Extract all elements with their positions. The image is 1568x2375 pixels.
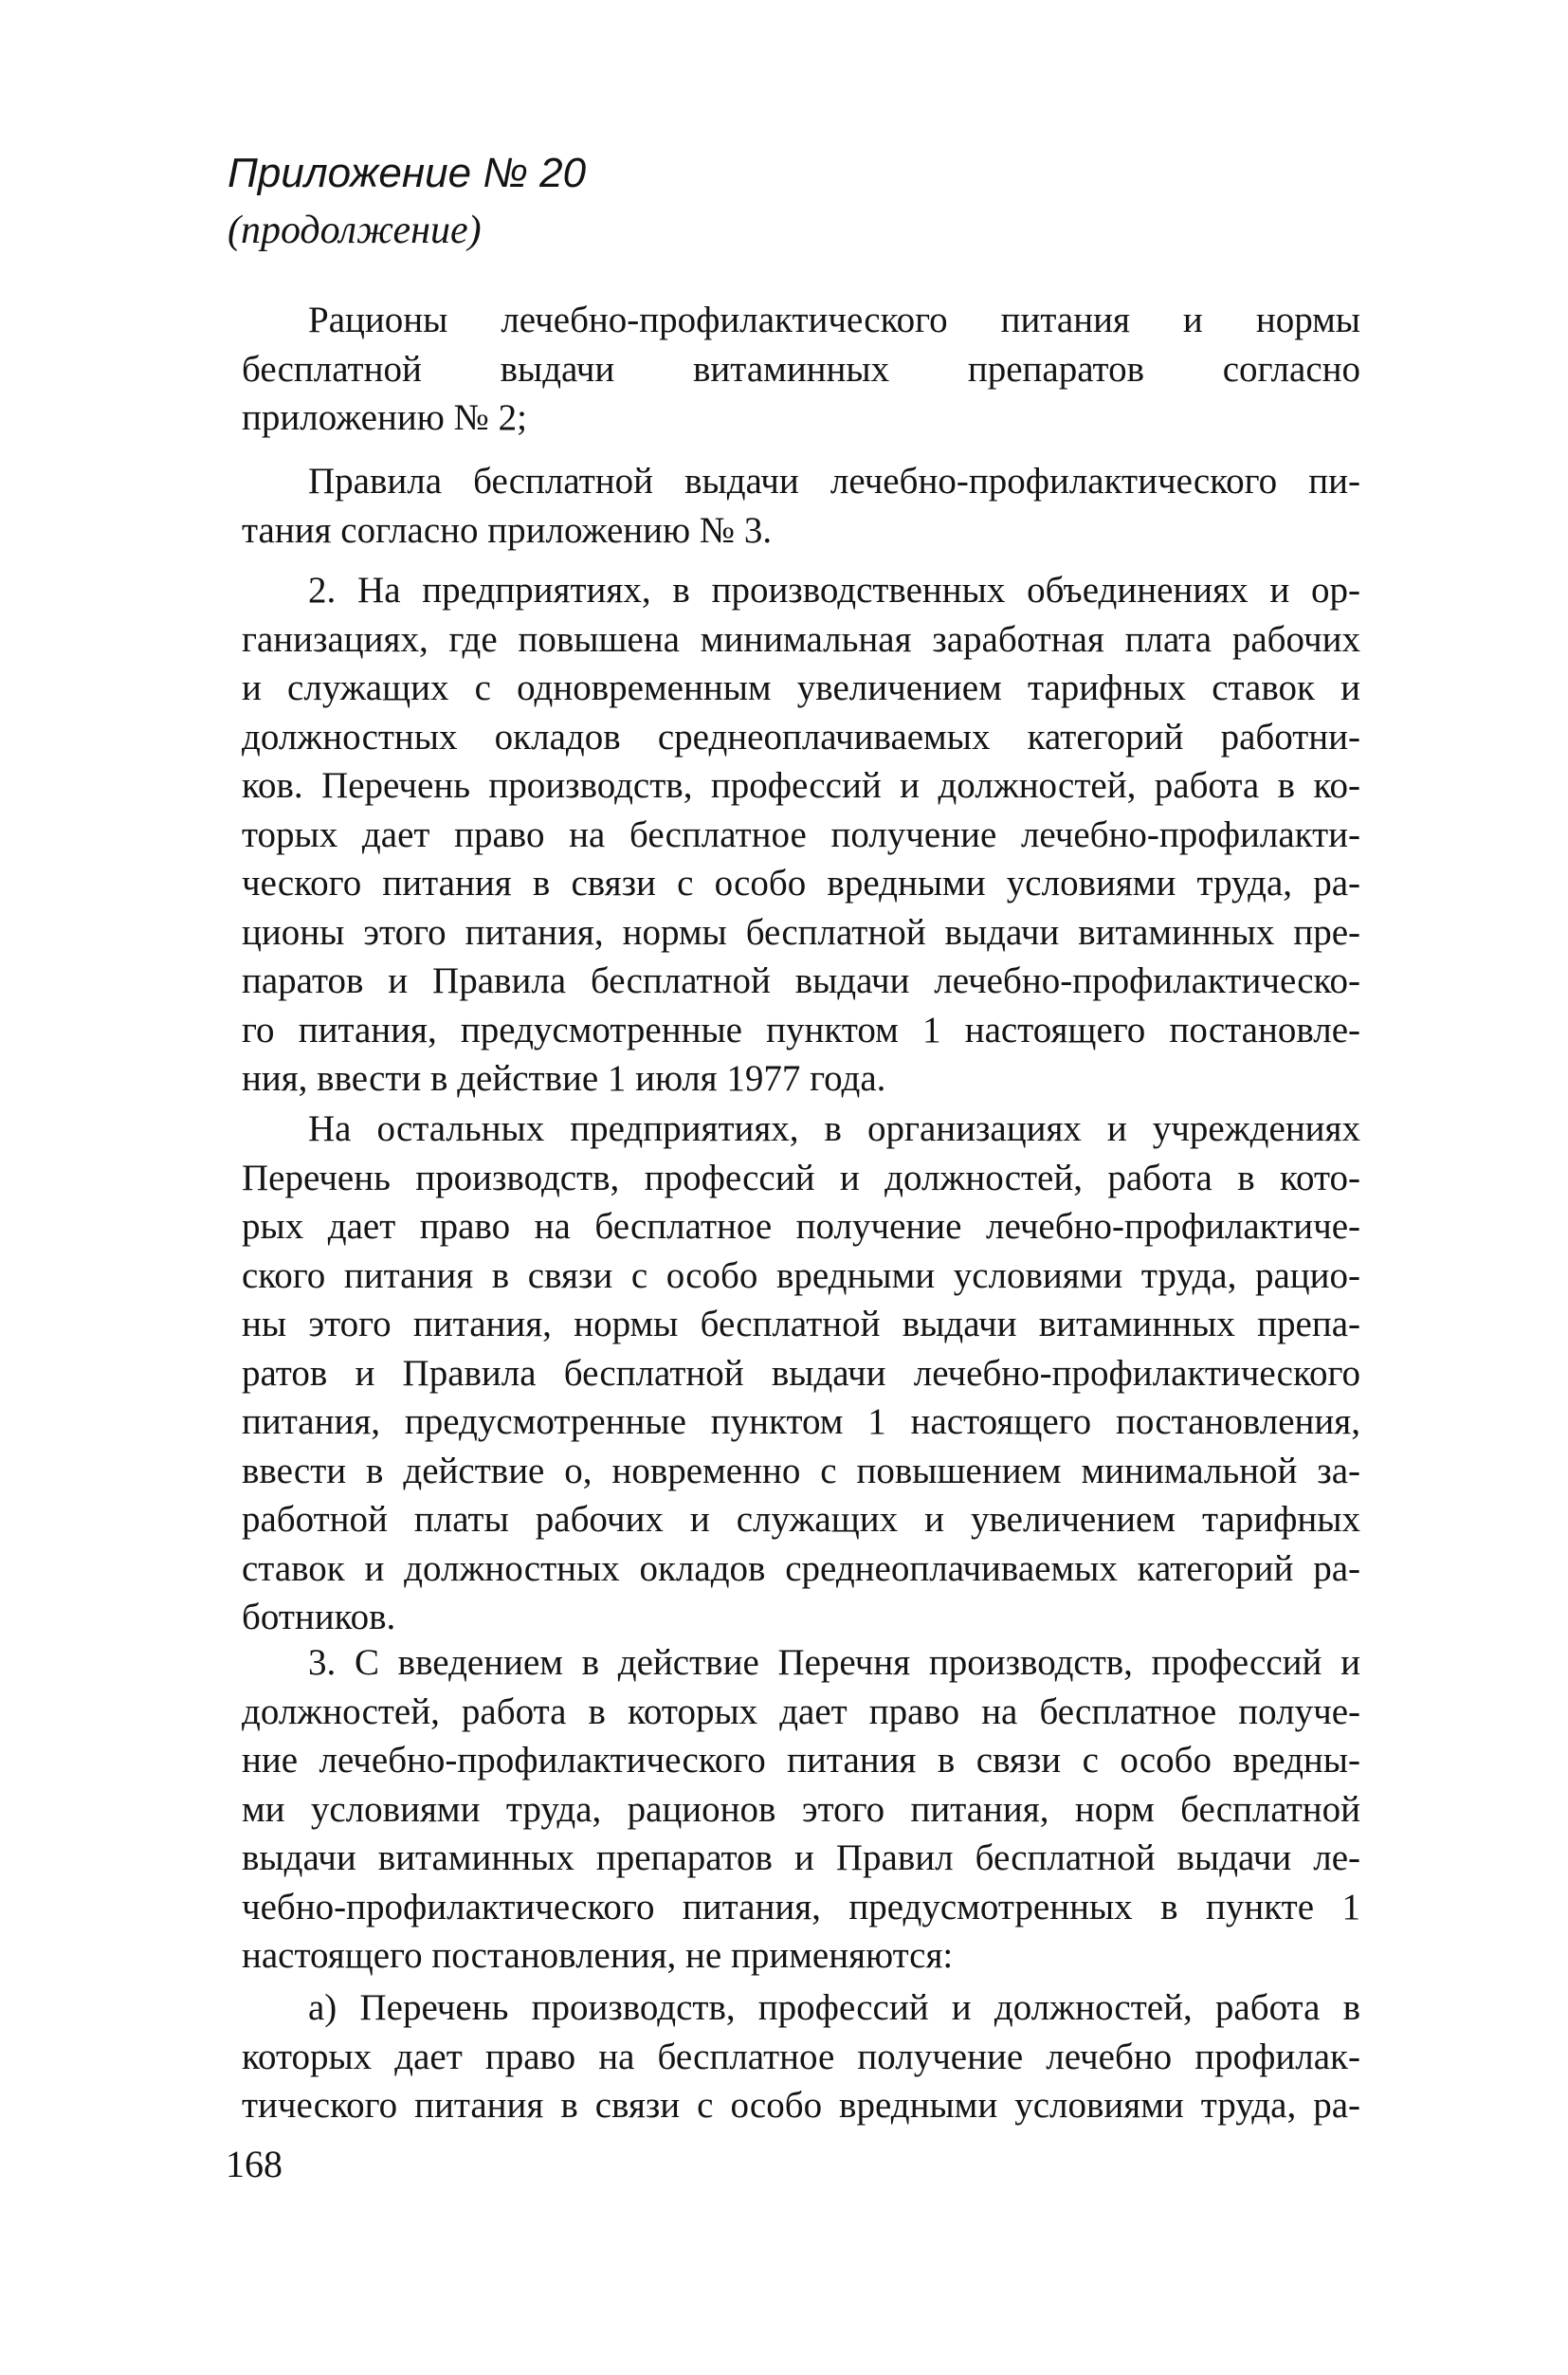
paragraph-item-2	[242, 566, 1360, 1104]
text-line: настоящего постановления, не применяются:	[242, 1935, 954, 1976]
text-line: го питания, предусмотренные пунктом 1 настоящего постановле-	[242, 1009, 1360, 1050]
text-line: ботников.	[242, 1597, 396, 1637]
text-line: На остальных предприятиях, в организациях и учреждениях	[308, 1108, 1360, 1149]
text-line: ния, ввести в действие 1 июля 1977 года.	[242, 1058, 886, 1099]
paragraph-rations	[242, 296, 1360, 443]
paragraph-other-enterprises	[242, 1105, 1360, 1642]
text-line: Рационы лечебно-профилактического питания и нормы	[308, 300, 1360, 340]
appendix-subtitle: (продолжение)	[228, 209, 482, 252]
text-line: ние лечебно-профилактического питания в связи с особо вредны-	[242, 1740, 1360, 1781]
text-line: бесплатной выдачи витаминных препаратов согласно	[242, 348, 1360, 390]
text-line: рых дает право на бесплатное получение лечебно-профилактиче-	[242, 1206, 1360, 1247]
text-line: и служащих с одновременным увеличением тарифных ставок и	[242, 667, 1360, 708]
text-line: должностных окладов среднеоплачиваемых категорий работни-	[242, 716, 1360, 758]
text-line: выдачи витаминных препаратов и Правил бесплатной выдачи ле-	[242, 1837, 1360, 1878]
text-line: тического питания в связи с особо вредными условиями труда, ра-	[242, 2085, 1360, 2126]
text-line: должностей, работа в которых дает право на бесплатное получе-	[242, 1690, 1360, 1732]
text-line: Перечень производств, профессий и должностей, работа в кото-	[242, 1157, 1360, 1198]
appendix-title: Приложение № 20	[228, 150, 587, 196]
page-number: 168	[226, 2143, 283, 2185]
text-line: тания согласно приложению № 3.	[242, 509, 773, 551]
paragraph-item-3a	[242, 1983, 1360, 2130]
text-line: ционы этого питания, нормы бесплатной выдачи витаминных пре-	[242, 911, 1360, 953]
text-line: работной платы рабочих и служащих и увеличением тарифных	[242, 1499, 1360, 1540]
text-line: чебно-профилактического питания, предусмотренных в пункте 1	[242, 1886, 1360, 1927]
text-line: приложению № 2;	[242, 397, 527, 438]
text-line: которых дает право на бесплатное получение лечебно профилак-	[242, 2036, 1360, 2077]
text-line: а) Перечень производств, профессий и должностей, работа в	[308, 1987, 1360, 2028]
text-line: ввести в действие о, новременно с повышением минимальной за-	[242, 1450, 1360, 1491]
text-line: ческого питания в связи с особо вредными условиями труда, ра-	[242, 863, 1360, 904]
paragraph-rules	[242, 457, 1360, 555]
text-line: ганизациях, где повышена минимальная заработная плата рабочих	[242, 618, 1360, 660]
text-line: торых дает право на бесплатное получение лечебно-профилакти-	[242, 813, 1360, 855]
text-line: 3. С введением в действие Перечня производств, профессий и	[308, 1642, 1360, 1683]
text-line: питания, предусмотренные пунктом 1 настоящего постановления,	[242, 1401, 1360, 1442]
text-line: 2. На предприятиях, в производственных объединениях и ор-	[308, 570, 1360, 611]
text-line: ского питания в связи с особо вредными условиями труда, рацио-	[242, 1254, 1360, 1296]
paragraph-item-3	[242, 1638, 1360, 1981]
text-line: ратов и Правила бесплатной выдачи лечебно-профилактического	[242, 1352, 1360, 1394]
text-line: Правила бесплатной выдачи лечебно-профилактического пи-	[308, 461, 1360, 502]
text-line: ми условиями труда, рационов этого питания, норм бесплатной	[242, 1788, 1360, 1830]
text-line: ков. Перечень производств, профессий и должностей, работа в ко-	[242, 765, 1360, 806]
text-line: паратов и Правила бесплатной выдачи лечебно-профилактическо-	[242, 960, 1360, 1001]
text-line: ны этого питания, нормы бесплатной выдачи витаминных препа-	[242, 1304, 1360, 1344]
text-line: ставок и должностных окладов среднеоплачиваемых категорий ра-	[242, 1547, 1360, 1589]
